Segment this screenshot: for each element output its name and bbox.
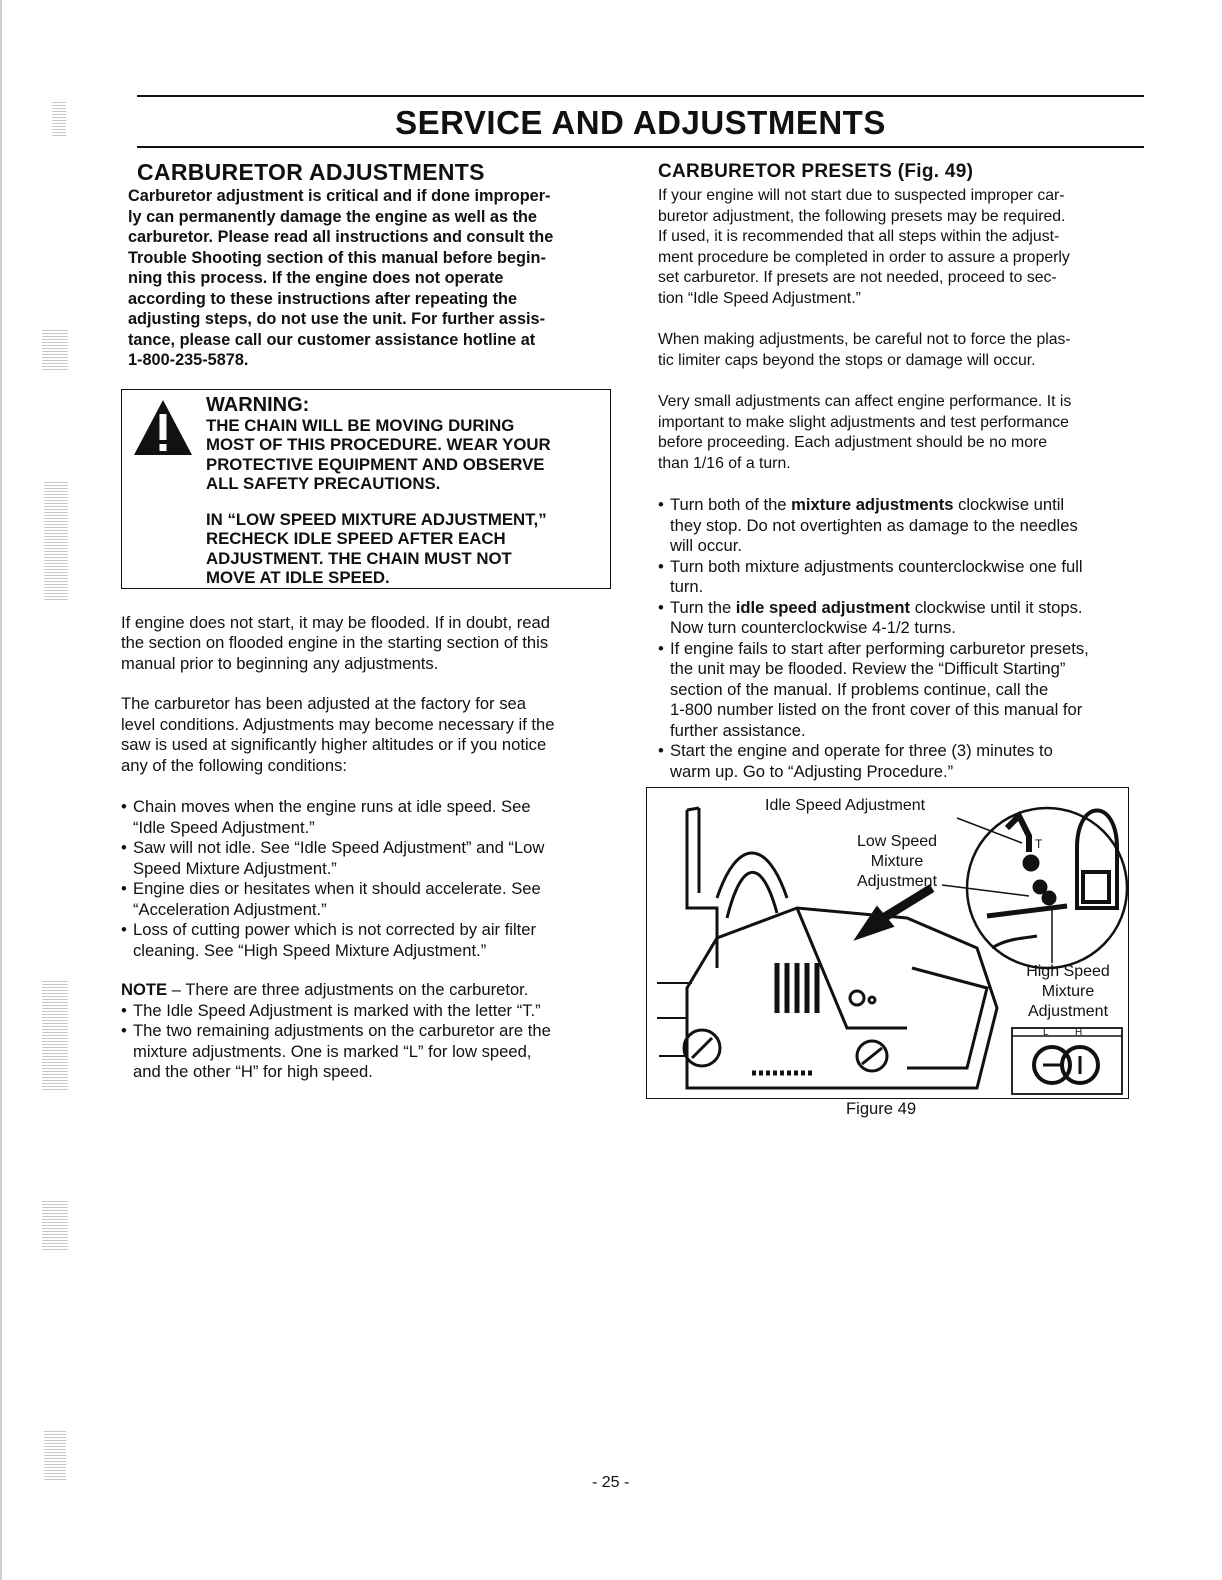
intro-line: ly can permanently damage the engine as well as the [128,207,537,226]
note-paragraph [121,980,616,1001]
intro-line: Trouble Shooting section of this manual before begin- [128,248,546,267]
list-item: • Chain moves when the engine runs at idle speed. See “Idle Speed Adjustment.” [121,797,616,838]
list-item: • The Idle Speed Adjustment is marked with the letter “T.” [121,1001,616,1022]
warning-box [121,389,611,589]
warning-text-2 [206,510,602,588]
scan-noise [42,330,68,370]
intro-line: tance, please call our customer assistance hotline at [128,330,536,349]
text-line: If used, it is recommended that all steps within the adjust- [658,228,1060,245]
intro-line: ning this process. If the engine does not operate [128,269,504,287]
warning-line: MOVE AT IDLE SPEED. [206,568,390,587]
warning-text-1 [206,416,602,494]
header-rule [137,95,1144,97]
text-line: important to make slight adjustments and test performance [658,413,1069,431]
text-line: If your engine will not start due to suspected improper car- [658,187,1065,204]
text-line: the section on flooded engine in the starting section of this [121,633,549,652]
left-column [121,158,616,1083]
text-line: than 1/16 of a turn. [658,454,791,472]
carburetor-presets-heading: CARBURETOR PRESETS (Fig. 49) [658,161,974,182]
page-title: SERVICE AND ADJUSTMENTS [395,104,886,141]
warning-line: MOST OF THIS PROCEDURE. WEAR YOUR [206,435,551,454]
factory-paragraph [121,694,616,776]
warning-line: IN “LOW SPEED MIXTURE ADJUSTMENT,” [206,509,547,529]
preset-steps-list [658,495,1142,782]
warning-line: RECHECK IDLE SPEED AFTER EACH [206,529,506,548]
text-line: manual prior to beginning any adjustments. [121,653,439,673]
small-adjustments-paragraph [658,392,1142,474]
scan-noise [52,100,66,136]
carburetor-adjustments-heading: CARBURETOR ADJUSTMENTS [137,159,485,185]
warning-line: PROTECTIVE EQUIPMENT AND OBSERVE [206,454,545,474]
intro-paragraph [121,186,616,371]
warning-line: ALL SAFETY PRECAUTIONS. [206,474,441,493]
intro-line: Carburetor adjustment is critical and if done improper- [128,187,551,205]
intro-line: according to these instructions after repeating the [128,289,518,308]
letter-t: T [1035,837,1043,851]
list-item: • Turn both of the mixture adjustments clockwise until they stop. Do not overtighten as damage to the needles will occur. [658,495,1142,557]
list-item: • Start the engine and operate for three (3) minutes to warm up. Go to “Adjusting Procedure.” [658,741,1142,782]
text-line: If engine does not start, it may be flooded. If in doubt, read [121,612,550,632]
text-line: When making adjustments, be careful not to force the plas- [658,331,1071,348]
text-line: buretor adjustment, the following presets may be required. [658,207,1066,225]
scan-noise [44,480,68,600]
list-item: • Turn the idle speed adjustment clockwise until it stops. Now turn counterclockwise 4-1/2 turns. [658,598,1142,639]
figure-caption: Figure 49 [846,1099,917,1118]
text-line: any of the following conditions: [121,755,348,775]
text-line: saw is used at significantly higher altitudes or if you notice [121,735,547,754]
text-line: ment procedure be completed in order to assure a properly [658,248,1070,266]
scan-edge [0,0,10,1580]
list-item: • Turn both mixture adjustments counterclockwise one full turn. [658,557,1142,598]
text-line: tic limiter caps beyond the stops or damage will occur. [658,351,1036,369]
caution-paragraph [658,330,1142,371]
list-item: • Engine dies or hesitates when it should accelerate. See “Acceleration Adjustment.” [121,879,616,920]
text-line: before proceeding. Each adjustment should be no more [658,434,1048,451]
low-speed-label: Low Speed Mixture Adjustment [856,833,938,890]
warning-line: THE CHAIN WILL BE MOVING DURING [206,415,515,435]
text-line: The carburetor has been adjusted at the factory for sea [121,694,526,713]
list-item: • Saw will not idle. See “Idle Speed Adjustment” and “Low Speed Mixture Adjustment.” [121,838,616,879]
high-speed-label: High Speed Mixture Adjustment [1026,963,1110,1020]
idle-speed-label: Idle Speed Adjustment [765,797,926,814]
right-column [658,158,1142,782]
note-text: – There are three adjustments on the carburetor. [167,980,529,999]
text-line: Very small adjustments can affect engine performance. It is [658,393,1072,410]
page-number: - 25 - [592,1474,630,1491]
list-item: • Loss of cutting power which is not corrected by air filter cleaning. See “High Speed Mixture Adjustment.” [121,920,616,961]
warning-line: ADJUSTMENT. THE CHAIN MUST NOT [206,548,512,568]
intro-line: carburetor. Please read all instructions and consult the [128,228,554,246]
text-line: level conditions. Adjustments may become necessary if the [121,714,555,734]
note-label: NOTE [121,980,168,999]
scan-noise [44,1430,66,1480]
presets-paragraph [658,186,1142,309]
text-line: tion “Idle Speed Adjustment.” [658,289,861,307]
title-rule [137,146,1144,148]
text-line: set carburetor. If presets are not needed, proceed to sec- [658,269,1057,286]
figure-49 [646,787,1129,1099]
letter-h: H [1075,1027,1083,1038]
letter-l: L [1043,1027,1049,1038]
intro-line: 1-800-235-5878. [128,351,249,369]
warning-triangle-icon [132,398,194,458]
conditions-list [121,797,616,961]
list-item: • If engine fails to start after performing carburetor presets, the unit may be flooded. Review the “Difficult Starting” section of the manual. If problems continue, call the 1-800 number listed on the front cover of this manual for further assistance. [658,639,1142,742]
intro-line: adjusting steps, do not use the unit. For further assis- [128,310,546,328]
flooded-paragraph [121,613,616,675]
scan-noise [42,980,68,1090]
warning-title: WARNING: [206,393,310,416]
list-item: • The two remaining adjustments on the carburetor are the mixture adjustments. One is marked “L” for low speed, and the other “H” for high speed. [121,1021,616,1083]
note-list [121,1001,616,1083]
scan-noise [42,1200,68,1250]
